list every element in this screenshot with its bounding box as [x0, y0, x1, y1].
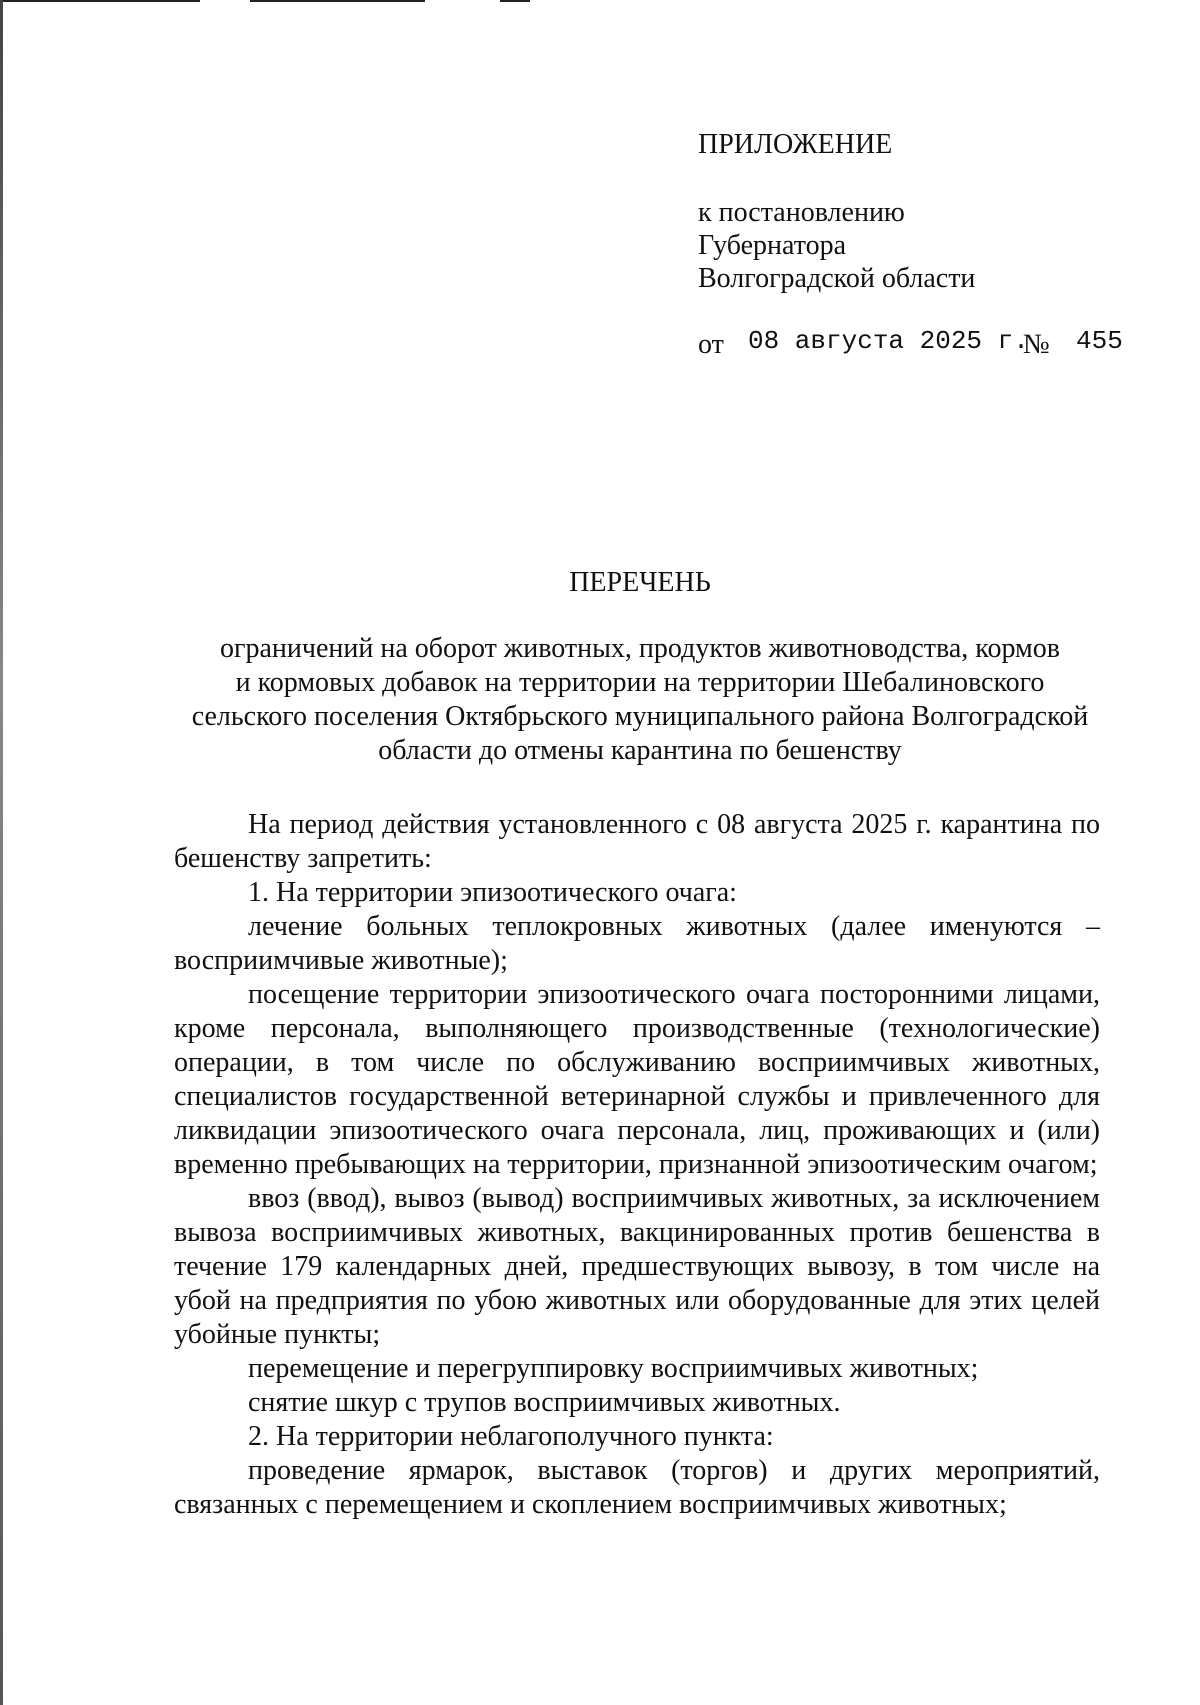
body-paragraph: лечение больных теплокровных животных (далее именуются – восприимчивые животные);: [174, 911, 1100, 976]
scan-artifact-line: [500, 0, 530, 2]
body-paragraph: ввоз (ввод), вывоз (вывод) восприимчивых животных, за исключением вывоза восприимчивых животных, вакцинированных против бешенства в течение 179 календарных дней, предшествующих вывозу, в том числе на убой на предприятия по убою животных или оборудованные для этих целей убойные пункты;: [174, 1183, 1100, 1350]
body-paragraph: 1. На территории эпизоотического очага:: [248, 877, 737, 908]
document-heading: ПЕРЕЧЕНЬ: [569, 567, 711, 598]
body-paragraph: На период действия установленного с 08 августа 2025 г. карантина по бешенству запретить:: [174, 809, 1100, 874]
body-paragraph: перемещение и перегруппировку восприимчивых животных;: [248, 1353, 979, 1384]
scan-artifact-line: [0, 0, 200, 2]
date-prefix: от: [698, 329, 724, 360]
body-paragraph: посещение территории эпизоотического очага посторонними лицами, кроме персонала, выполняющего производственные (технологические) операции, в том числе по обслуживанию восприимчивых животных, специалистов государственной ветеринарной службы и привлеченного для ликвидации эпизоотического очага персонала, лиц, проживающих и (или) временно пребывающих на территории, признанной эпизоотическим очагом;: [174, 979, 1100, 1180]
document-subtitle: [170, 632, 1110, 768]
number-sign: №: [1023, 329, 1050, 360]
appendix-line: к постановлению: [698, 197, 905, 228]
appendix-line: Губернатора: [698, 230, 847, 261]
subtitle-line: области до отмены карантина по бешенству: [378, 735, 902, 766]
appendix-block: [698, 128, 1123, 361]
scan-artifact-line: [250, 0, 425, 2]
appendix-line: Волгоградской области: [698, 263, 976, 294]
appendix-title: ПРИЛОЖЕНИЕ: [698, 129, 893, 160]
body-paragraph: снятие шкур с трупов восприимчивых животных.: [248, 1387, 841, 1418]
body-paragraph: проведение ярмарок, выставок (торгов) и других мероприятий, связанных с перемещением и скоплением восприимчивых животных;: [174, 1455, 1100, 1520]
document-date: 08 августа 2025 г.: [748, 326, 1029, 356]
body-paragraph: 2. На территории неблагополучного пункта:: [248, 1421, 774, 1452]
subtitle-line: и кормовых добавок на территории на территории Шебалиновского: [235, 667, 1045, 698]
document-body: [174, 808, 1100, 1522]
document-number: 455: [1076, 326, 1123, 356]
subtitle-line: сельского поселения Октябрьского муниципального района Волгоградской: [191, 701, 1089, 732]
subtitle-line: ограничений на оборот животных, продуктов животноводства, кормов: [220, 633, 1060, 664]
appendix-date-row: [698, 326, 1123, 361]
scan-artifact-edge: [0, 0, 3, 1705]
